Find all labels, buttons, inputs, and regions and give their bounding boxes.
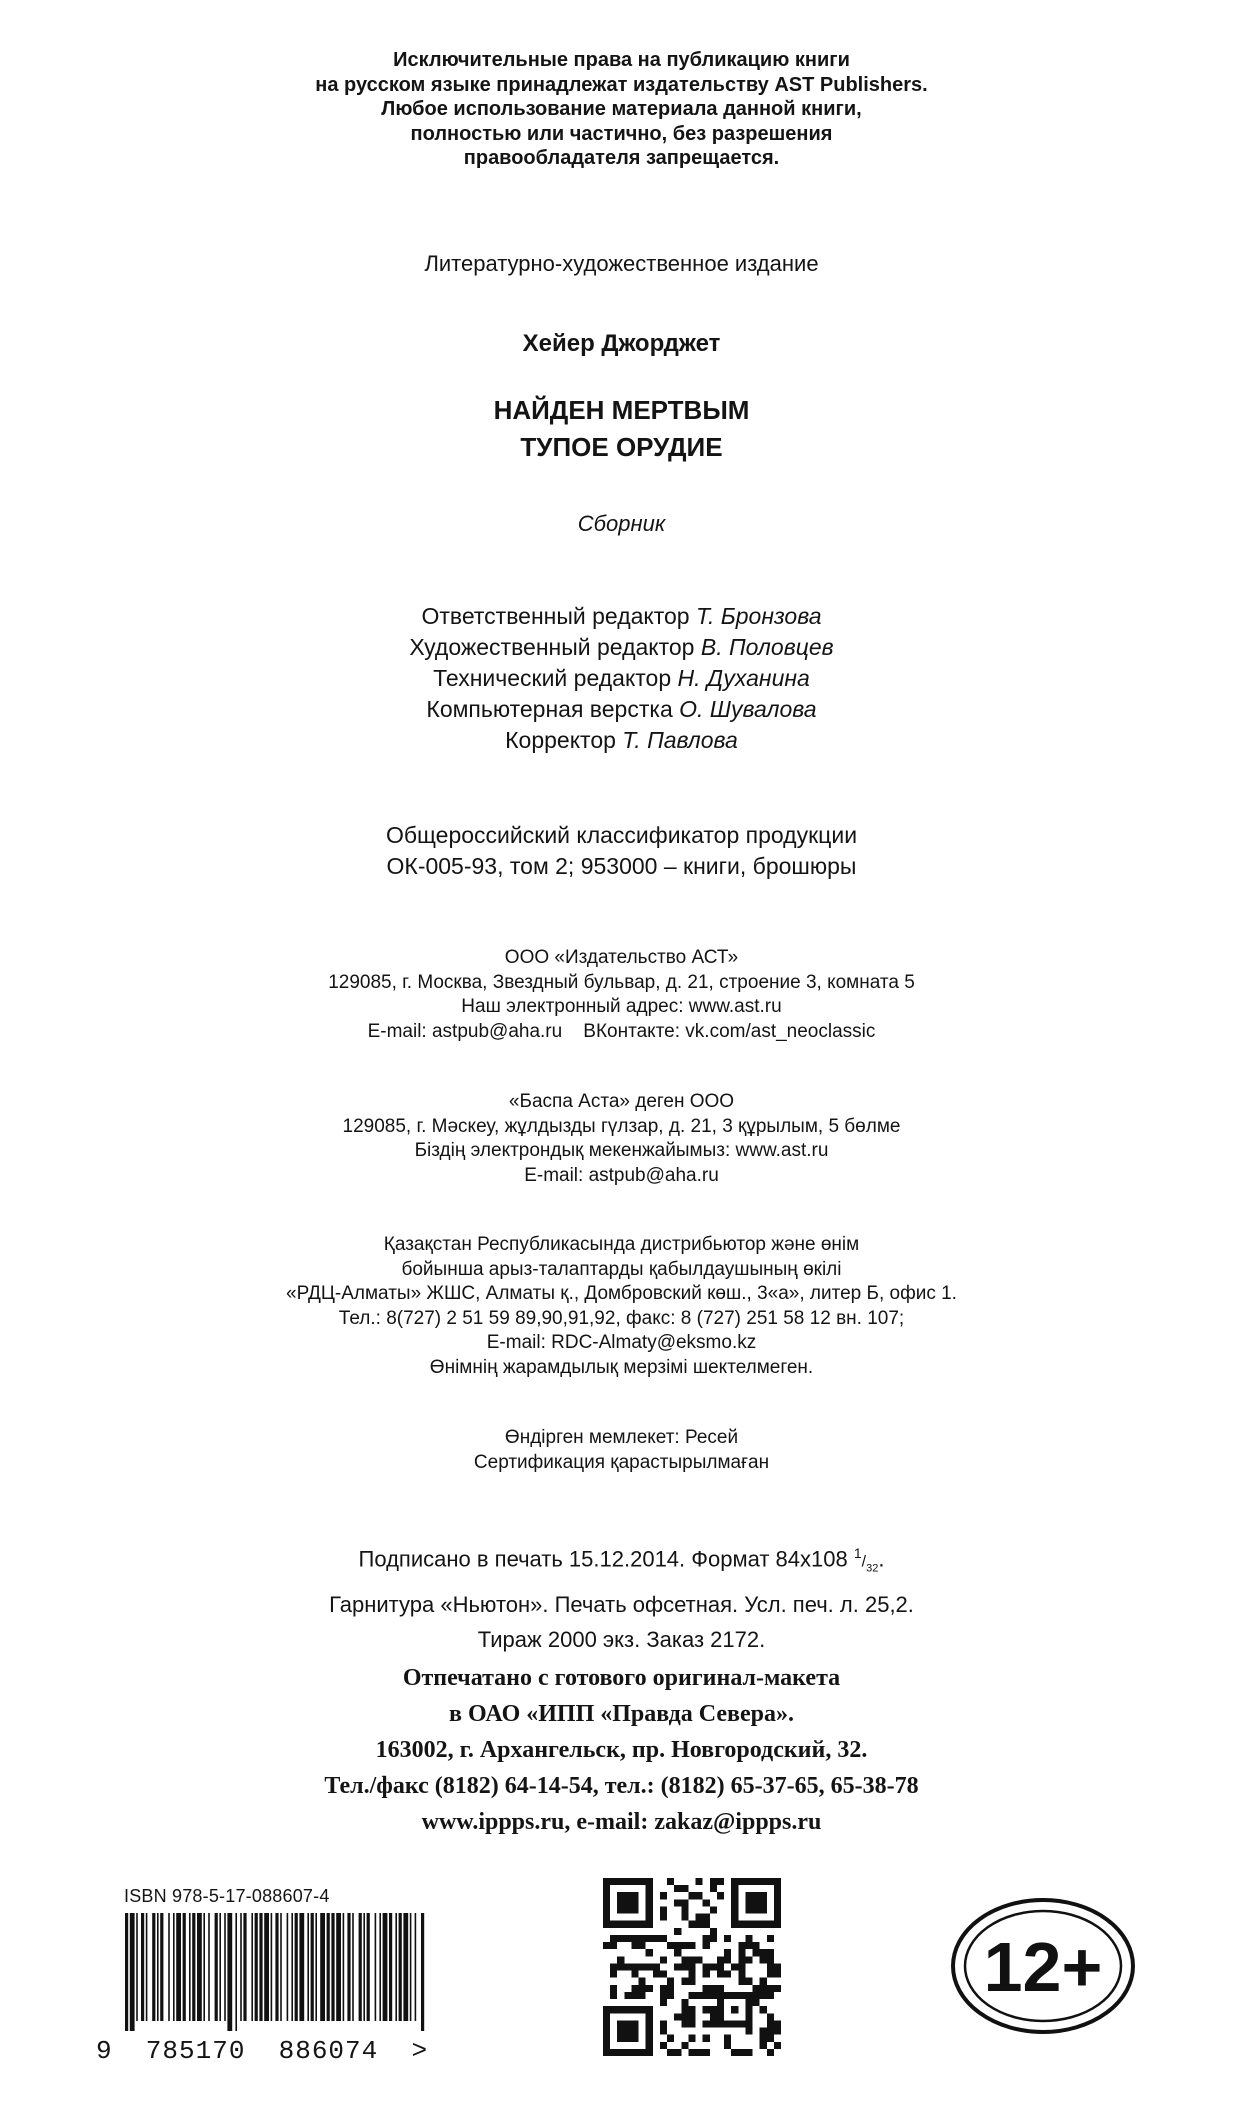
rights-line: правообладателя запрещается. (463, 147, 780, 169)
genre-text: Сборник (577, 511, 666, 536)
staff-role: Компьютерная верстка (426, 696, 673, 722)
format-fraction-den: 32 (866, 1562, 879, 1575)
genre-label (0, 512, 1243, 536)
printer-line: в ОАО «ИПП «Правда Севера». (449, 1701, 794, 1727)
distributor-kz-block (0, 1233, 1243, 1380)
distributor-line: Өнімнің жарамдылық мерзімі шектелмеген. (429, 1356, 814, 1378)
staff-line (0, 632, 1243, 663)
distributor-line: E-mail: RDC-Almaty@eksmo.kz (486, 1332, 757, 1353)
qr-code-image (603, 1878, 781, 2056)
isbn-digits: 9 785170 886074 > (96, 2036, 429, 2066)
staff-role: Корректор (505, 727, 616, 753)
publisher-kz-line: Біздің электрондық мекенжайымыз: www.ast.ru (414, 1140, 829, 1161)
print-spec-line: Гарнитура «Ньютон». Печать офсетная. Усл. печ. л. 25,2. (329, 1591, 914, 1617)
staff-name: Н. Духанина (677, 665, 810, 691)
origin-line: Өндірген мемлекет: Ресей (504, 1427, 739, 1448)
book-title: ТУПОЕ ОРУДИЕ (520, 432, 723, 462)
print-specs (0, 1536, 1243, 1657)
printer-line: www.ippps.ru, e-mail: zakaz@ippps.ru (421, 1809, 822, 1835)
publisher-ru-line: E-mail: astpub@aha.ru ВКонтакте: vk.com/ast_neoclassic (367, 1020, 876, 1042)
staff-line (0, 725, 1243, 756)
print-spec-text: Подписано в печать 15.12.2014. Формат 84х108 (358, 1546, 848, 1572)
distributor-line: «РДЦ-Алматы» ЖШС, Алматы қ., Домбровский көш., 3«а», литер Б, офис 1. (286, 1283, 957, 1304)
staff-name: Т. Бронзова (696, 603, 822, 629)
publisher-kz-line: 129085, г. Мәскеу, жұлдызды гүлзар, д. 21, 3 құрылым, 5 бөлме (342, 1115, 901, 1137)
printer-block (0, 1660, 1243, 1840)
edition-type: Литературно-художественное издание (424, 251, 819, 276)
staff-line (0, 601, 1243, 632)
printer-line: Отпечатано с готового оригинал-макета (402, 1665, 841, 1691)
publisher-kz-line: E-mail: astpub@aha.ru (524, 1164, 719, 1186)
staff-line (0, 663, 1243, 694)
age-rating-text: 12+ (983, 1928, 1103, 2006)
book-titles (0, 392, 1243, 466)
author-name: Хейер Джорджет (522, 330, 721, 357)
book-title: НАЙДЕН МЕРТВЫМ (493, 395, 750, 425)
age-rating-badge (948, 1896, 1138, 2036)
staff-name: В. Половцев (700, 634, 834, 660)
publisher-ru-line: ООО «Издательство АСТ» (504, 947, 739, 968)
product-classifier (0, 820, 1243, 882)
publisher-ru-line: 129085, г. Москва, Звездный бульвар, д. 21, строение 3, комната 5 (328, 971, 915, 993)
distributor-line: Тел.: 8(727) 2 51 59 89,90,91,92, факс: 8 (727) 251 58 12 вн. 107; (338, 1307, 905, 1329)
staff-role: Ответственный редактор (421, 603, 690, 629)
rights-line: на русском языке принадлежат издательству AST Publishers. (315, 73, 928, 96)
format-fraction-num: 1 (853, 1545, 862, 1561)
distributor-line: Қазақстан Республикасында дистрибьютор және өнім (383, 1234, 860, 1255)
staff-role: Художественный редактор (409, 634, 695, 660)
classifier-line: ОК-005-93, том 2; 953000 – книги, брошюры (386, 853, 857, 879)
printer-line: 163002, г. Архангельск, пр. Новгородский, 32. (375, 1737, 868, 1763)
classifier-line: Общероссийский классификатор продукции (385, 822, 858, 848)
publisher-kz-line: «Баспа Аста» деген ООО (508, 1091, 735, 1112)
isbn-label: ISBN 978-5-17-088607-4 (124, 1886, 330, 1906)
origin-block (0, 1426, 1243, 1475)
print-spec-line: Тираж 2000 экз. Заказ 2172. (477, 1626, 766, 1652)
rights-line: Любое использование материала данной книги, (381, 98, 862, 120)
rights-line: полностью или частично, без разрешения (410, 122, 833, 145)
publisher-kz-block (0, 1090, 1243, 1188)
staff-role: Технический редактор (433, 665, 672, 691)
origin-line: Сертификация қарастырылмаған (473, 1451, 770, 1473)
rights-notice (0, 48, 1243, 171)
publisher-ru-block (0, 946, 1243, 1044)
printer-line: Тел./факс (8182) 64-14-54, тел.: (8182) 65-37-65, 65-38-78 (324, 1773, 919, 1799)
staff-name: О. Шувалова (679, 696, 817, 722)
publisher-ru-line: Наш электронный адрес: www.ast.ru (461, 996, 782, 1017)
rights-line: Исключительные права на публикацию книги (393, 49, 850, 71)
distributor-line: бойынша арыз-талаптарды қабылдаушының өкілі (401, 1258, 842, 1280)
staff-line (0, 694, 1243, 725)
staff-name: Т. Павлова (622, 727, 738, 753)
staff-credits (0, 601, 1243, 756)
barcode-image (123, 1913, 428, 2031)
print-spec-line: Подписано в печать 15.12.2014. Формат 84х108 $^1/_{32}$. (358, 1545, 885, 1575)
